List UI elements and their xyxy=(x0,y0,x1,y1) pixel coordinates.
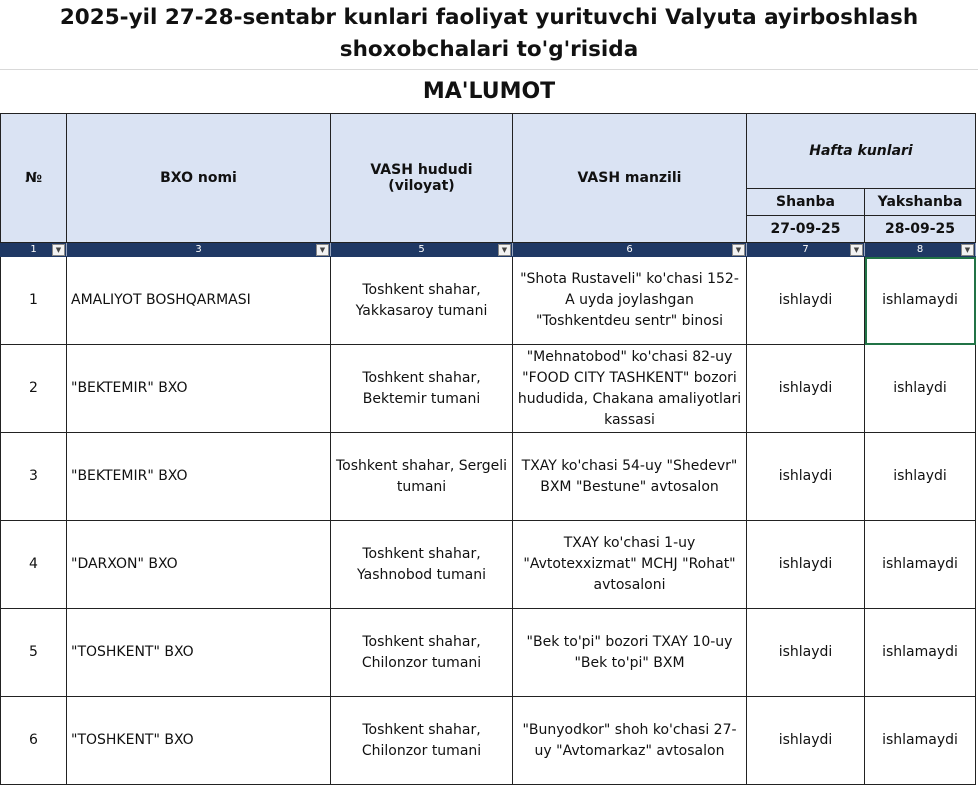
cell-sunday[interactable]: ishlaydi xyxy=(865,433,976,521)
cell-sunday[interactable]: ishlamaydi xyxy=(865,609,976,697)
col-header-address: VASH manzili xyxy=(513,114,747,243)
col-header-day-saturday: Shanba xyxy=(747,189,865,216)
table-row xyxy=(1,521,976,609)
filter-cell[interactable]: 1 ▼ xyxy=(1,243,67,257)
cell-saturday[interactable]: ishlaydi xyxy=(747,433,865,521)
cell-region[interactable]: Toshkent shahar, Bektemir tumani xyxy=(331,345,513,433)
col-header-region: VASH hududi (viloyat) xyxy=(331,114,513,243)
filter-dropdown-icon[interactable]: ▼ xyxy=(498,244,511,256)
col-header-week-group: Hafta kunlari xyxy=(747,114,976,189)
cell-num[interactable]: 5 xyxy=(1,609,67,697)
cell-num[interactable]: 6 xyxy=(1,697,67,785)
cell-address[interactable]: "Shota Rustaveli" ko'chasi 152-A uyda joylashgan "Toshkentdeu sentr" binosi xyxy=(513,257,747,345)
cell-address[interactable]: "Mehnatobod" ko'chasi 82-uy "FOOD CITY TASHKENT" bozori hududida, Chakana amaliyotlari kassasi xyxy=(513,345,747,433)
cell-name[interactable]: "DARXON" BXO xyxy=(67,521,331,609)
table-row xyxy=(1,609,976,697)
filter-cell[interactable]: 6 ▼ xyxy=(513,243,747,257)
filter-cell[interactable]: 3 ▼ xyxy=(67,243,331,257)
col-header-date-sunday: 28-09-25 xyxy=(865,216,976,243)
col-header-date-saturday: 27-09-25 xyxy=(747,216,865,243)
filter-dropdown-icon[interactable]: ▼ xyxy=(732,244,745,256)
cell-num[interactable]: 3 xyxy=(1,433,67,521)
filter-dropdown-icon[interactable]: ▼ xyxy=(52,244,65,256)
filter-dropdown-icon[interactable]: ▼ xyxy=(316,244,329,256)
document-title: 2025-yil 27-28-sentabr kunlari faoliyat yurituvchi Valyuta ayirboshlash shoxobchalari to'g'risida xyxy=(59,5,919,62)
cell-address[interactable]: TXAY ko'chasi 1-uy "Avtotexxizmat" MCHJ "Rohat" avtosaloni xyxy=(513,521,747,609)
table-row xyxy=(1,433,976,521)
document-subtitle: MA'LUMOT xyxy=(0,69,978,112)
col-header-name: BXO nomi xyxy=(67,114,331,243)
cell-saturday[interactable]: ishlaydi xyxy=(747,609,865,697)
cell-address[interactable]: "Bunyodkor" shoh ko'chasi 27-uy "Avtomarkaz" avtosalon xyxy=(513,697,747,785)
cell-sunday[interactable]: ishlamaydi xyxy=(865,521,976,609)
cell-sunday[interactable]: ishlaydi xyxy=(865,345,976,433)
cell-name[interactable]: "BEKTEMIR" BXO xyxy=(67,345,331,433)
cell-saturday[interactable]: ishlaydi xyxy=(747,345,865,433)
cell-saturday[interactable]: ishlaydi xyxy=(747,697,865,785)
cell-num[interactable]: 1 xyxy=(1,257,67,345)
cell-region[interactable]: Toshkent shahar, Sergeli tumani xyxy=(331,433,513,521)
cell-region[interactable]: Toshkent shahar, Yakkasaroy tumani xyxy=(331,257,513,345)
cell-sunday-selected[interactable]: ishlamaydi xyxy=(865,257,976,345)
table-row xyxy=(1,257,976,345)
cell-saturday[interactable]: ishlaydi xyxy=(747,521,865,609)
filter-cell[interactable]: 7 ▼ xyxy=(747,243,865,257)
filter-dropdown-icon[interactable]: ▼ xyxy=(850,244,863,256)
col-header-day-sunday: Yakshanba xyxy=(865,189,976,216)
cell-address[interactable]: "Bek to'pi" bozori TXAY 10-uy "Bek to'pi" BXM xyxy=(513,609,747,697)
table-row xyxy=(1,697,976,785)
filter-dropdown-icon[interactable]: ▼ xyxy=(961,244,974,256)
cell-sunday[interactable]: ishlamaydi xyxy=(865,697,976,785)
cell-name[interactable]: "TOSHKENT" BXO xyxy=(67,697,331,785)
col-header-num: № xyxy=(1,114,67,243)
table-row xyxy=(1,345,976,433)
cell-address[interactable]: TXAY ko'chasi 54-uy "Shedevr" BXM "Bestune" avtosalon xyxy=(513,433,747,521)
cell-region[interactable]: Toshkent shahar, Chilonzor tumani xyxy=(331,609,513,697)
cell-name[interactable]: "BEKTEMIR" BXO xyxy=(67,433,331,521)
cell-region[interactable]: Toshkent shahar, Yashnobod tumani xyxy=(331,521,513,609)
branches-table xyxy=(0,113,976,785)
cell-name[interactable]: "TOSHKENT" BXO xyxy=(67,609,331,697)
cell-num[interactable]: 4 xyxy=(1,521,67,609)
cell-name[interactable]: AMALIYOT BOSHQARMASI xyxy=(67,257,331,345)
filter-cell[interactable]: 5 ▼ xyxy=(331,243,513,257)
filter-cell[interactable]: 8 ▼ xyxy=(865,243,976,257)
cell-region[interactable]: Toshkent shahar, Chilonzor tumani xyxy=(331,697,513,785)
cell-saturday[interactable]: ishlaydi xyxy=(747,257,865,345)
cell-num[interactable]: 2 xyxy=(1,345,67,433)
